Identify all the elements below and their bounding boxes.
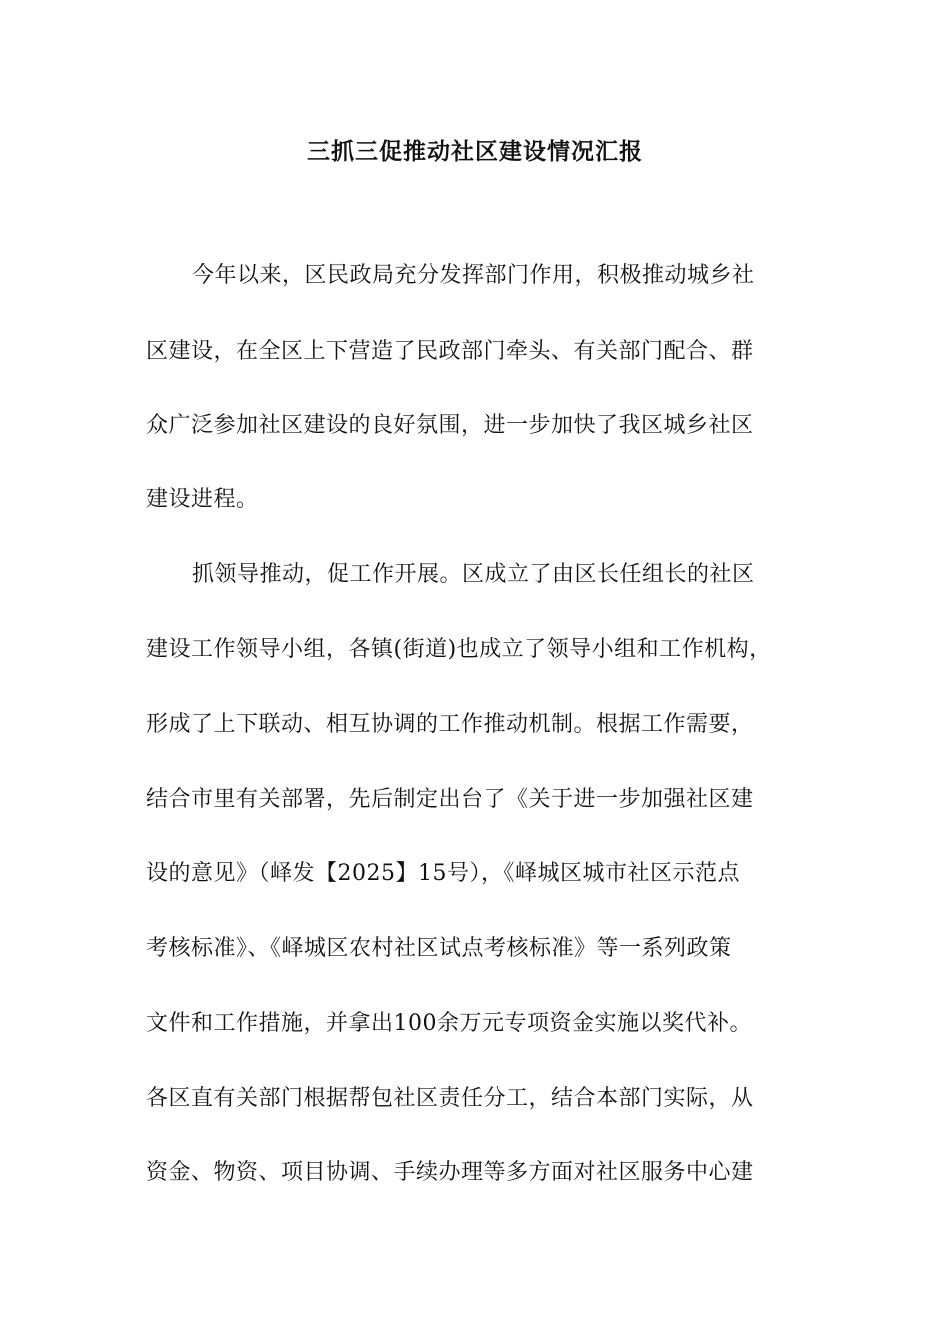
- paragraph-line-4: 建设进程。: [146, 487, 259, 512]
- paragraph-line-1: 今年以来，区民政局充分发挥部门作用，积极推动城乡社: [192, 263, 755, 288]
- paragraph-line-9: 设的意见》（峄发【2025】15号），《峄城区城市社区示范点: [146, 861, 740, 886]
- paragraph-line-3: 众广泛参加社区建设的良好氛围，进一步加快了我区城乡社区: [146, 413, 754, 438]
- paragraph-line-7: 形成了上下联动、相互协调的工作推动机制。根据工作需要，: [146, 712, 754, 737]
- document-title: 三抓三促推动社区建设情况汇报: [307, 138, 643, 165]
- paragraph-line-12: 各区直有关部门根据帮包社区责任分工，结合本部门实际，从: [146, 1086, 754, 1111]
- paragraph-line-8: 结合市里有关部署，先后制定出台了《关于进一步加强社区建: [146, 787, 754, 812]
- paragraph-line-13: 资金、物资、项目协调、手续办理等多方面对社区服务中心建: [146, 1160, 754, 1185]
- paragraph-line-6: 建设工作领导小组，各镇(街道)也成立了领导小组和工作机构，: [146, 637, 772, 662]
- paragraph-line-2: 区建设，在全区上下营造了民政部门牵头、有关部门配合、群: [146, 339, 754, 364]
- paragraph-line-10: 考核标准》、《峄城区农村社区试点考核标准》等一系列政策: [146, 936, 732, 961]
- paragraph-line-5: 抓领导推动，促工作开展。区成立了由区长任组长的社区: [192, 562, 755, 587]
- paragraph-line-11: 文件和工作措施，并拿出100余万元专项资金实施以奖代补。: [146, 1011, 752, 1036]
